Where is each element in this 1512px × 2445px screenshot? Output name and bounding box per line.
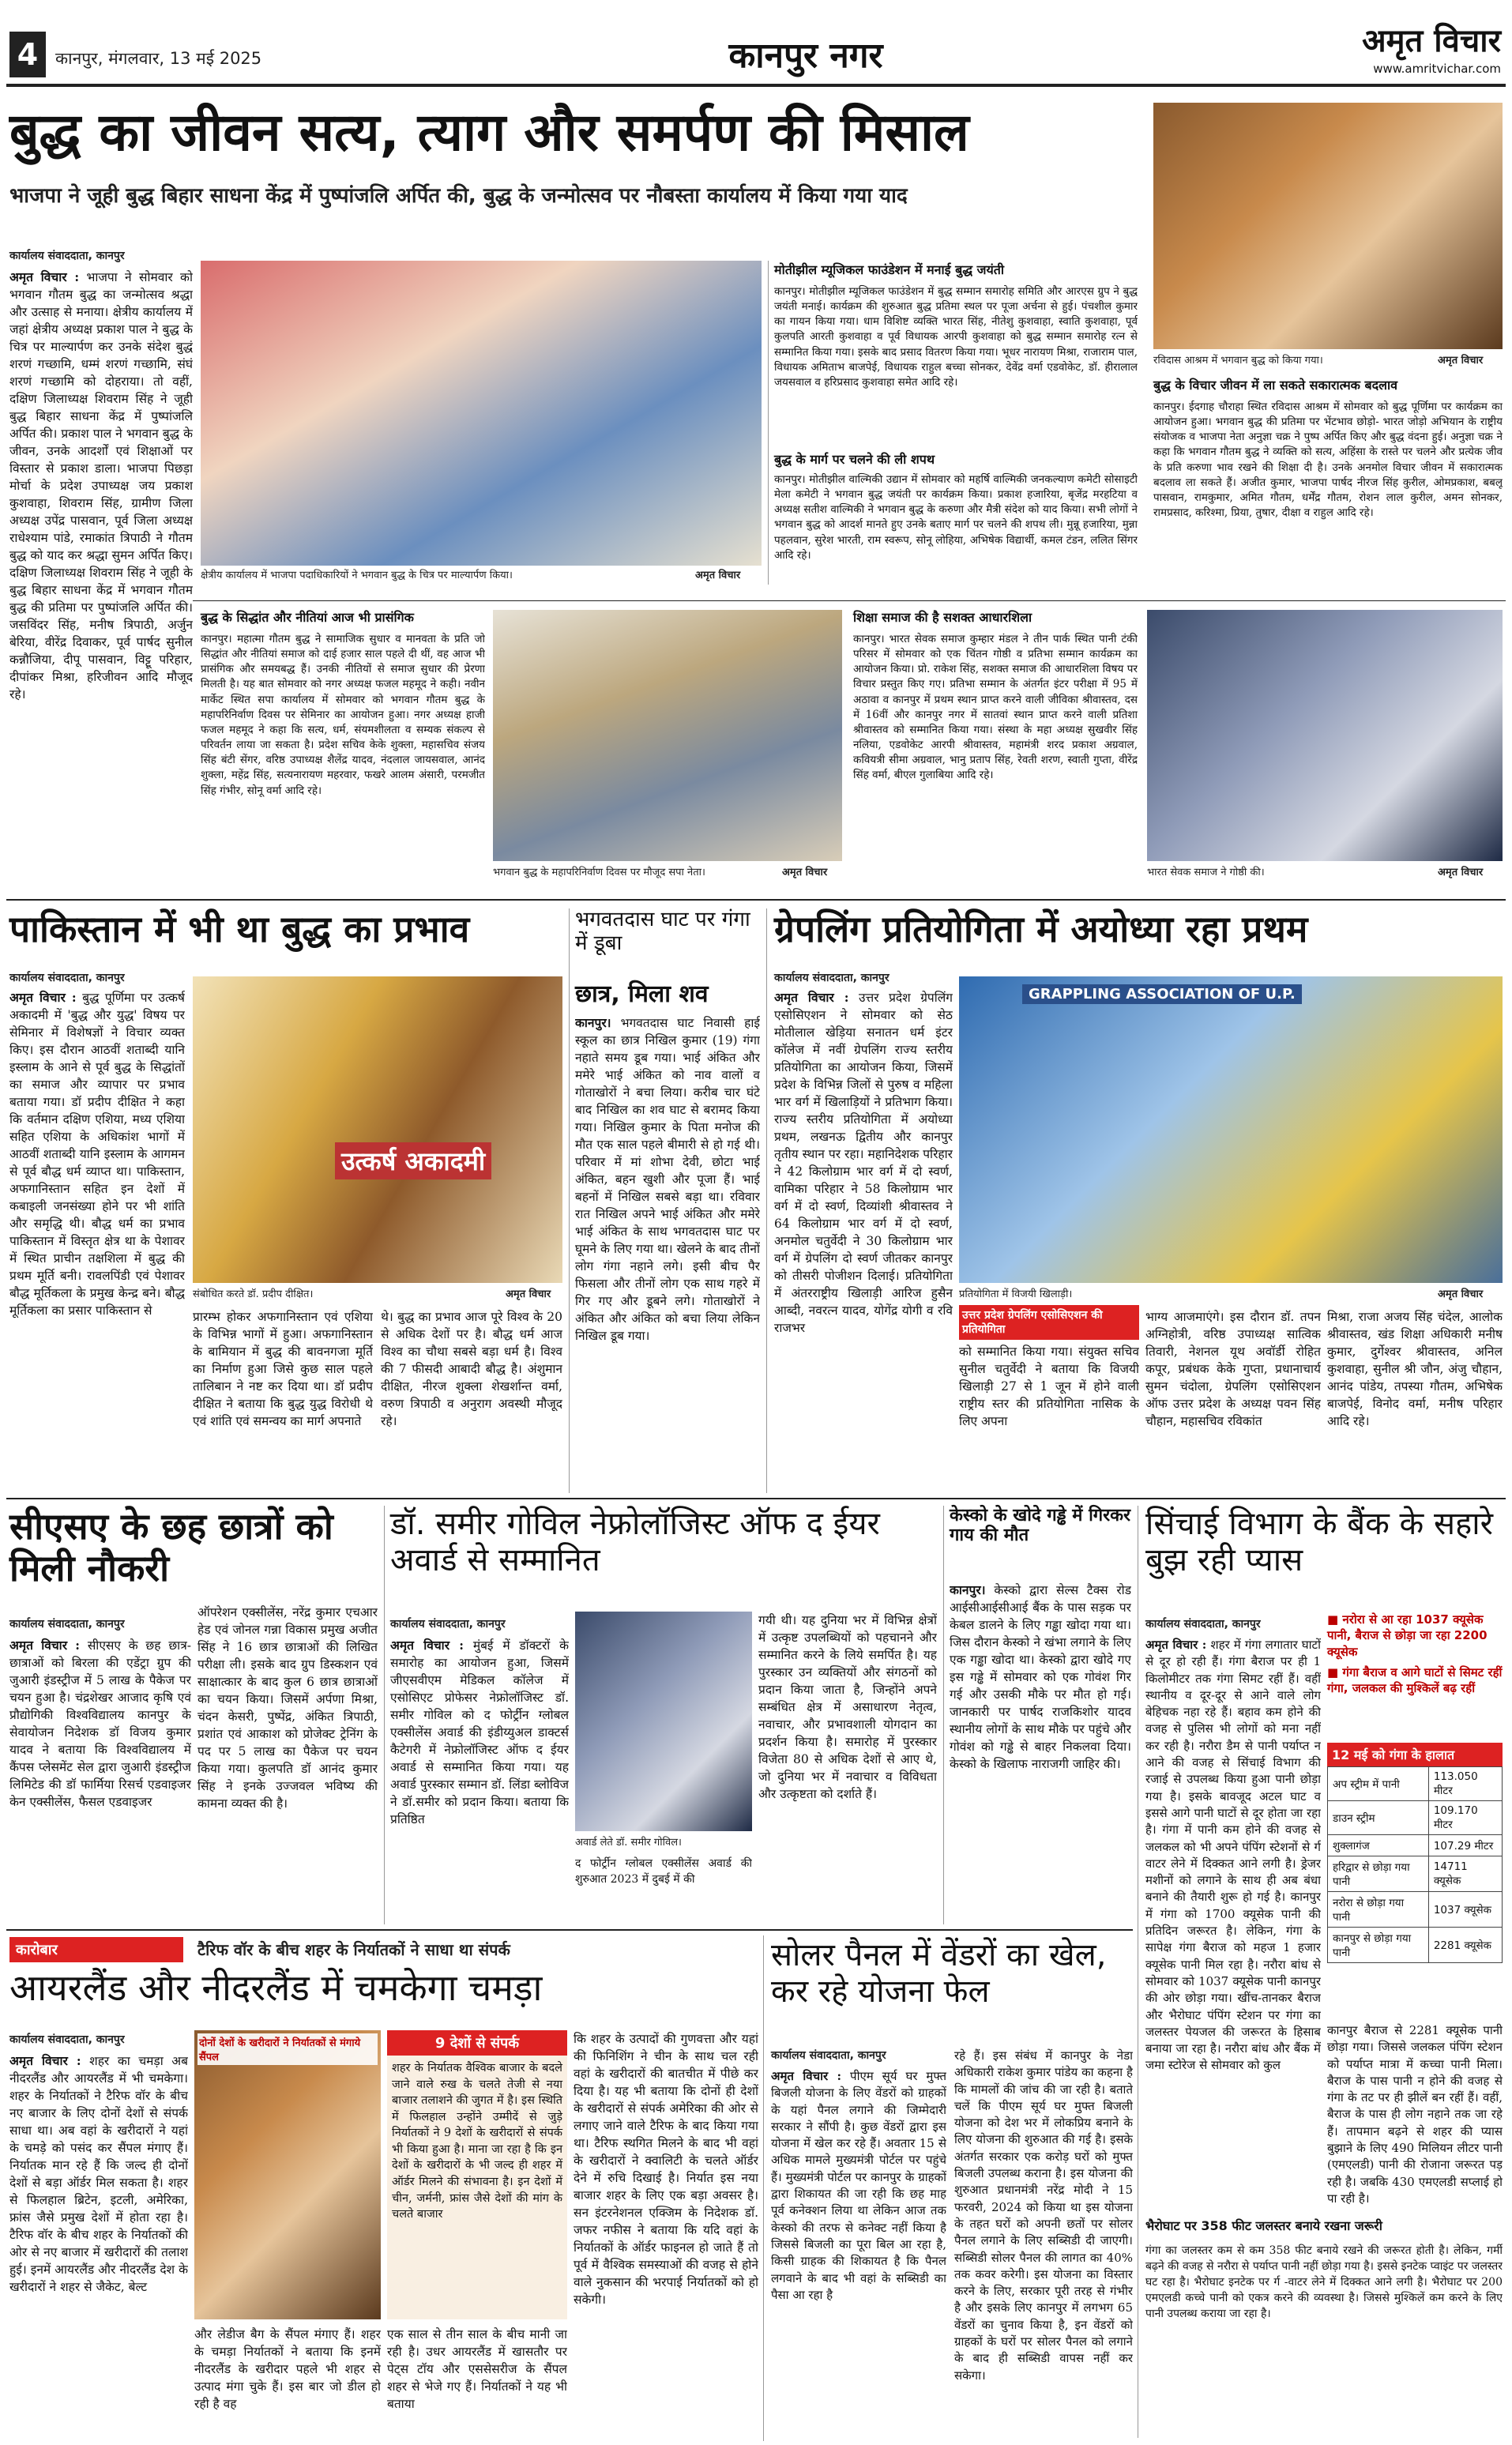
siddhant-caption: भगवान बुद्ध के महापरिनिर्वाण दिवस पर मौजूद सपा नेता।: [493, 864, 754, 878]
shiksha-body: कानपुर। भारत सेवक समाज कुम्हार मंडल ने तीन पार्क स्थित पानी टंकी परिसर में सोमवार को एक चिंतन गोष्ठी व प्रतिभा सम्मान कार्यक्रम का आयोजन किया। प्रो. राकेश सिंह, सशक्त समाज की आधारशिला विषय पर विचार प्रस्तुत किए गए। प्रतिभा सम्मान के अंतर्गत इंटर परीक्षा में 95 में अठावा व कानपुर में प्रथम स्थान प्राप्त करने वाली जीविका श्रीवास्तव, दस में 16वीं और कानपुर नगर में सातवां स्थान प्राप्त करने वाली प्रतिशा श्रीवास्तव को सम्मानित किया गया। संस्था के महा अध्यक्ष सुखवीर सिंह नलिया, एडवोकेट आरपी श्रीवास्तव, महामंत्री शरद प्रकाश अग्रवाल, कवियत्री सीमा अग्रवाल, भानु प्रताप सिंह, रेवती शरण, स्वाती गुप्ता, वीरेंद्र सिंह वर्मा, बीएल गुलाबिया आदि रहे।: [853, 633, 1138, 782]
solar-byline: कार्यालय संवाददाता, कानपुर: [771, 2049, 886, 2062]
ravidas-credit: अमृत विचार: [1438, 355, 1484, 367]
samir-caption: अवार्ड लेते डॉ. समीर गोविल।: [575, 1834, 752, 1849]
section-title: कानपुर नगर: [728, 36, 883, 76]
grappling-dateline: अमृत विचार :: [774, 990, 849, 1005]
sinchai-bullets: [1327, 1612, 1503, 1701]
brand-logo: अमृत विचार: [1362, 23, 1501, 59]
date-line: कानपुर, मंगलवार, 13 मई 2025: [55, 49, 262, 68]
divider: [766, 908, 767, 1493]
divider: [569, 908, 570, 1493]
shiksha-head: शिक्षा समाज की है सशक्त आधारशिला: [853, 610, 1032, 625]
table-row: शुक्लागंज 107.29 मीटर: [1328, 1835, 1503, 1856]
ireland-box-head: 9 देशों से संपर्क: [387, 2030, 567, 2056]
csa-body1-text: सीएसए के छह छात्र-छात्राओं को बिरला की एडेंट्रा ग्रुप की जुआरी इंडस्ट्रीज में 5 लाख के पैकेज पर चयन हुआ है। चंद्रशेखर आजाद कृषि एवं प्रौद्योगिकी विश्वविद्यालय कानपुर के सेवायोजन निदेशक डॉ विजय कुमार यादव ने बताया कि विश्वविद्यालय में कैंपस प्लेसमेंट सेल द्वारा जुआरी इंडस्ट्रीज लिमिटेड की डॉ फार्मिया रिसर्च एडवाइजर केन एक्सीलेंस, फैसल एडवाइजर: [9, 1638, 191, 1809]
ireland-body3: कि शहर के उत्पादों की गुणवत्ता और यहां की फिनिशिंग ने चीन के साथ चल रही वहां के खरीदारों की बातचीत में पीछे कर दिया है। यह भी बताया कि दोनों ही देशों के खरीदारों से संपर्क अमेरिका की ओर से लगाए जाने वाले टैरिफ के बाद किया गया था। टैरिफ स्थगित मिलने के बाद भी वहां के खरीदारों ने क्वालिटी के चलते ऑर्डर देने में रुचि दिखाई है। निर्यात इस नया बाजार शहर के लिए एक बड़ा अवसर है। सन इंटरनेशनल एक्जिम के निदेशक डॉ. जफर नफीस ने बताया कि यदि वहां के निर्यातकों के ऑर्डर फाइनल हो जाते हैं तो पूर्व में वैश्विक समस्याओं की वजह से होने वाले नुकसान की भरपाई निर्यातकों को हो सकेगी।: [574, 2032, 758, 2307]
solar-dateline: अमृत विचार :: [771, 2069, 842, 2083]
masthead: [0, 0, 1512, 87]
samir-body1-text: मुंबई में डॉक्टरों के समारोह का आयोजन हुआ, जिसमें जीएसवीएम मेडिकल कॉलेज में एसोसिएट प्रोफेसर नेफ्रोलॉजिस्ट डॉ. समीर गोविल को द फोर्ट्रीन ग्लोबल एक्सीलेंस अवार्ड की इंडीय्युअल डाक्टर्स कैटेगरी में नेफ्रोलॉजिस्ट ऑफ द ईयर अवार्ड से सम्मानित किया गया। यह अवार्ड पुरस्कार सम्मान डॉ. लिंडा ब्लोविज ने डॉ.समीर को प्रदान किया। बताया कि प्रतिष्ठित: [390, 1638, 569, 1826]
lead-body: [9, 269, 193, 893]
pakistan-credit: अमृत विचार: [506, 1288, 551, 1300]
ganga-table-title: 12 मई को गंगा के हालात: [1327, 1743, 1503, 1766]
divider: [763, 1935, 764, 2441]
siddhant-body: कानपुर। महात्मा गौतम बुद्ध ने सामाजिक सुधार व मानवता के प्रति जो सिद्धांत और नीतियां समाज को दाई हजार साल पहले दी थीं, वह आज भी प्रासंगिक और समयबद्ध हैं। उनकी नीतियों से समाज सुधार की प्रेरणा मिलती है। यह बात सोमवार को नगर अध्यक्ष फजल महमूद ने कही। नवीन मार्केट स्थित सपा कार्यालय में सोमवार को भगवान गौतम बुद्ध के महापरिनिर्वाण दिवस पर सेमिनार का आयोजन हुआ। नगर अध्यक्ष हाजी फजल महमूद ने कहा कि सत्य, धर्म, संयमशीलता व सम्यक संकल्प से परिवर्तन लाया जा सकता है। प्रदेश सचिव केके शुक्ला, महासचिव संजय सिंह बंटी सेंगर, वरिष्ठ उपाध्यक्ष शैलेंद्र यादव, नंदलाल जायसवाल, आनंद शुक्ला, महेंद्र सिंह, सत्यनारायण महरवार, फखरे आलम अंसारी, परमजीत सिंह गंभीर, सोनू वर्मा आदि रहे।: [201, 633, 485, 797]
section-rule: [6, 1929, 1133, 1931]
kesko-dateline: कानपुर।: [950, 1582, 986, 1597]
ireland-kicker: टैरिफ वॉर के बीच शहर के निर्यातकों ने साधा था संपर्क: [197, 1940, 510, 1959]
ravidas-body: कानपुर। ईदगाह चौराहा स्थित रविदास आश्रम में सोमवार को बुद्ध पूर्णिमा पर कार्यक्रम का आयोजन हुआ। भगवान बुद्ध की प्रतिमा पर भेंटभाव छोड़ो- भारत जोड़ो अभियान के राष्ट्रीय संयोजक व भाजपा नेता अनुज्ञा चक्र ने पुष्प अर्पित किए और बुद्ध वंदना हुई। अनुज्ञा चक्र ने कहा कि भगवान गौतम बुद्ध ने व्यक्ति को सत्य, अहिंसा के रास्ते पर चलने और प्रत्येक जीव के प्रति करुणा भाव रखने की शिक्षा दी है। उनके अनमोल विचार जीवन में सकारात्मक बदलाव ला सकते हैं। अजीत कुमार, भाजपा पार्षद नीरज सिंह कुरील, ओमप्रकाश, बबलू पासवान, रामकुमार, अमित गौतम, धर्मेंद्र गौतम, रोशन लाल कुरील, अमन सोनकर, रामप्रसाद, करिश्मा, प्रिया, तुषार, दीक्षा व राहुल आदि रहे।: [1153, 401, 1503, 520]
solar-body1: [771, 2068, 946, 2438]
lead-byline: कार्यालय संवाददाता, कानपुर: [9, 250, 125, 262]
sinchai-bullet: ■ नरोरा से आ रहा 1037 क्यूसेक पानी, बैराज से छोड़ा जा रहा 2200 क्यूसेक: [1327, 1612, 1503, 1660]
motijheel-head: मोतीझील म्यूजिकल फाउंडेशन में मनाई बुद्ध जयंती: [774, 262, 1005, 277]
ireland-byline: कार्यालय संवाददाता, कानपुर: [9, 2033, 125, 2046]
divider: [384, 1506, 385, 1924]
shiksha-caption: भारत सेवक समाज ने गोष्ठी की।: [1147, 864, 1408, 878]
grappling-redhead: उत्तर प्रदेश ग्रेपलिंग एसोसिएशन की प्रतियोगिता: [959, 1305, 1139, 1340]
grappling-body3: भाग्य आजमाएंगे। इस दौरान डॉ. तपन अग्निहोत्री, वरिष्ठ उपाध्यक्ष सात्विक तिवारी, नेशनल यूथ अवॉर्डी रोहित कपूर, प्रबंधक केके गुप्ता, प्रधानाचार्य सुमन चंदोला, ग्रेपलिंग एसोसिएशन ऑफ उत्तर प्रदेश के अध्यक्ष पवन सिंह चौहान, महासचिव रविकांत: [1145, 1310, 1321, 1428]
sinchai-dateline: अमृत विचार :: [1145, 1638, 1207, 1652]
sinchai-sub2: भैरोघाट पर 358 फीट जलस्तर बनाये रखना जरूरी: [1145, 2218, 1382, 2233]
pakistan-dateline: अमृत विचार :: [9, 990, 77, 1005]
samir-body1: [390, 1637, 569, 1921]
ireland-body-low: और लेडीज बैग के सैंपल मंगाए हैं। शहर के चमड़ा निर्यातकों ने बताया कि इनमें नीदरलैंड के खरीदार पहले भी शहर से उत्पाद मंगा चुके हैं। इस बार जो डील हो रही है वह: [194, 2327, 381, 2411]
sinchai-headline: सिंचाई विभाग के बैंक के सहारे बुझ रही प्यास: [1145, 1506, 1493, 1578]
grappling-body1: [774, 989, 953, 1487]
ganga-body: [575, 1014, 760, 1488]
sinchai-byline: कार्यालय संवाददाता, कानपुर: [1145, 1618, 1261, 1631]
pakistan-headline: पाकिस्तान में भी था बुद्ध का प्रभाव: [9, 908, 470, 950]
ireland-photo-caption: दोनों देशों के खरीदारों ने निर्यातकों से मंगाये सैंपल: [197, 2033, 378, 2065]
ganga-status-table: [1327, 1766, 1503, 1963]
ireland-body1-text: शहर का चमड़ा अब नीदरलैंड और आयरलैंड में भी चमकेगा। शहर के निर्यातकों ने टैरिफ वॉर के बीच नए बाजार के लिए दोनों देशों से संपर्क साधा था। अब वहां के खरीदारों ने यहां के चमड़े को पसंद कर सैंपल मंगाए हैं। निर्यातक मान रहे हैं कि जल्द ही दोनों देशों से बड़ा ऑर्डर मिल सकता है। शहर से फिलहाल ब्रिटेन, इटली, अमेरिका, फ्रांस जैसे प्रमुख देशों में होता रहा है। टैरिफ वॉर के बीच शहर के निर्यातकों की ओर से नए बाजार में खरीदारों की तलाश हुई। इनमें आयरलैंड और नीदरलैंड देश के खरीदारों ने शहर से जैकेट, बेल्ट: [9, 2054, 188, 2294]
pakistan-body3: थे। बुद्ध का प्रभाव आज पूरे विश्व के 20 से अधिक देशों पर है। बौद्ध धर्म आज विश्व का चौथा सबसे बड़ा धर्म है। विश्व की 7 फीसदी आबादी बौद्ध है। अंशुमान दीक्षित, नीरज शुक्ला शेखर्शान्त वर्मा, वरुण त्रिपाठी व अनुराग अवस्थी मौजूद रहे।: [381, 1310, 562, 1428]
divider: [943, 1506, 944, 1924]
samir-body2: गयी थी। यह दुनिया भर में विभिन्न क्षेत्रों में उत्कृष्ट उपलब्धियों को पहचानने और सम्मानित करने के लिये समर्पित है। यह पुरस्कार उन व्यक्तियों और संगठनों को प्रदान किया जाता है, जिन्होंने अपने सम्बंधित क्षेत्र में असाधारण नेतृत्व, नवाचार, और प्रभावशाली योगदान का प्रदर्शन किया है। समारोह में पुरस्कार विजेता 80 से अधिक देशों से आए थे, जो दुनिया भर में नवाचार व विविधता और उत्कृष्टता को दर्शाते हैं।: [758, 1613, 937, 1801]
csa-body2: ऑपरेशन एक्सीलेंस, नरेंद्र कुमार एचआर हेड एवं जोनल गन्ना विकास प्रमुख अजीत सिंह ने 16 छात्र छात्राओं की लिखित परीक्षा ली। इसके बाद ग्रुप डिस्कशन एवं साक्षात्कार के बाद कुल 6 छात्र छात्राओं का चयन किया। जिसमें अर्पणा मिश्रा, चंदन केसरी, पुष्पेंद्र, अंकित त्रिपाठी, प्रशांत एवं आकाश को प्रोजेक्ट ट्रेनिंग के पद पर 5 लाख का पैकेज पर चयन किया गया। कुलपति डॉ आनंद कुमार सिंह ने इनके उज्जवल भविष्य की कामना व्यक्त की है।: [197, 1605, 378, 1811]
samir-byline: कार्यालय संवाददाता, कानपुर: [390, 1618, 506, 1631]
kesko-headline: केस्को के खोदे गड्ढे में गिरकर गाय की मौत: [950, 1506, 1131, 1546]
masthead-rule: [6, 84, 1506, 87]
ireland-body1: [9, 2052, 188, 2438]
samir-dateline: अमृत विचार :: [390, 1638, 465, 1653]
ravidas-caption: रविदास आश्रम में भगवान बुद्ध को किया गया।: [1153, 352, 1414, 367]
ireland-box: [387, 2030, 567, 2319]
solar-body1-text: पीएम सूर्य घर मुफ्त बिजली योजना के लिए वेंडरों को ग्राहकों के यहां पैनल लगाने की जिम्मेदारी सरकार ने सौंपी है। कुछ वेंडरों द्वारा इस योजना में खेल कर रहे हैं। अवतार 15 से अधिक मामले मुख्यमंत्री पोर्टल पर पहुंचे हैं। मुख्यमंत्री पोर्टल पर कानपुर के ग्राहकों द्वारा शिकायत की जा रही कि छह माह पूर्व कनेक्शन लिया था लेकिन आज तक केस्को की तरफ से कनेक्ट नहीं किया है जिससे बिजली का पूरा बिल आ रहा है, किसी ग्राहक की शिकायत है कि पैनल लगवाने के बाद भी वहां के सब्सिडी का पैसा आ रहा है: [771, 2069, 946, 2302]
sinchai-body2: कानपुर बैराज से 2281 क्यूसेक पानी छोड़ा गया। जिससे जलकल पंपिंग स्टेशन को पर्याप्त मात्रा में कच्चा पानी मिला। बैराज के पास पानी न होने की वजह से गंगा के तट पर ही झीलें बन रहीं हैं। वहीं, बैराज के पास ही लोग नहाने तक जा रहे हैं। तापमान बढ़ने से शहर की प्यास बुझाने के लिए 490 मिलियन लीटर पानी (एमएलडी) पानी की रोजाना जरूरत पड़ रही है। जबकि 430 एमएलडी सप्लाई हो पा रही है।: [1327, 2023, 1503, 2206]
pakistan-byline: कार्यालय संवाददाता, कानपुर: [9, 972, 125, 984]
sinchai-body1: [1145, 1637, 1321, 2206]
ireland-dateline: अमृत विचार :: [9, 2053, 81, 2068]
grappling-headline: ग्रेपलिंग प्रतियोगिता में अयोध्या रहा प्रथम: [774, 908, 1308, 950]
table-row: नरोरा से छोड़ा गया पानी 1037 क्यूसेक: [1328, 1892, 1503, 1928]
grappling-credit: अमृत विचार: [1438, 1288, 1484, 1300]
pakistan-body1: [9, 989, 185, 1485]
shiksha-photo: [1147, 610, 1503, 861]
row-rule: [193, 600, 1506, 601]
samir-headline: डॉ. समीर गोविल नेफ्रोलॉजिस्ट ऑफ द ईयर अवार्ड से सम्मानित: [390, 1506, 880, 1578]
divider: [768, 261, 769, 585]
lead-photo-credit: अमृत विचार: [695, 570, 741, 581]
csa-byline: कार्यालय संवाददाता, कानपुर: [9, 1618, 125, 1631]
ganga-headline: छात्र, मिला शव: [575, 980, 709, 1008]
samir-photo: [575, 1612, 752, 1831]
csa-body1: [9, 1637, 191, 1921]
siddhant-credit: अमृत विचार: [782, 867, 828, 878]
buddha-marg-body: कानपुर। मोतीझील वाल्मिकी उद्यान में सोमवार को महर्षि वाल्मिकी जनकल्याण कमेटी सोसाइटी मेला कमेटी ने भगवान बुद्ध जयंती पर कार्यक्रम किया। प्रकाश हजारिया, बृजेंद्र मरहटिया व अध्यक्ष सतीश वाल्मिकी ने भगवान बुद्ध के करुणा और मैत्री संदेश को याद किया। सभी लोगों ने भगवान बुद्ध को आदर्श मानते हुए उनके बताए मार्ग पर चलने की शपथ ली। मुन्नू हजारिया, मुन्ना पहलवान, सुरेश भारती, राम स्वरूप, सोनू लोहिया, अभिषेक विद्यार्थी, कमल टंडन, ललित सिंगर आदि रहे।: [774, 473, 1138, 562]
lead-subhead: भाजपा ने जूही बुद्ध बिहार साधना केंद्र में पुष्पांजलि अर्पित की, बुद्ध के जन्मोत्सव पर नौबस्ता कार्यालय में किया गया याद: [9, 184, 908, 208]
ireland-box-body: शहर के निर्यातक वैश्विक बाजार के बदले जाने वाले रुख के चलते तेजी से नया बाजार तलाशने की जुगत में है। इस स्थिति में फिलहाल उन्होंने उम्मीदें से जुड़े निर्यातकों ने 9 देशों के खरीदारों से संपर्क भी किया हुआ है। माना जा रहा है कि इन देशों के खरीदारों के भी जल्द ही शहर में ऑर्डर मिलने की संभावना है। इन देशों में चीन, जर्मनी, फ्रांस जैसे देशों की मांग के चलते बाजार: [392, 2062, 562, 2221]
samir-sidebox: द फोर्ट्रीन ग्लोबल एक्सीलेंस अवार्ड की शुरुआत 2023 में दुबई में की: [575, 1857, 752, 1886]
table-row: डाउन स्ट्रीम 109.170 मीटर: [1328, 1801, 1503, 1835]
shiksha-credit: अमृत विचार: [1438, 867, 1484, 878]
ireland-body2: एक साल से तीन साल के बीच मानी जा रही है। उधर आयरलैंड में खासतौर पर पेट्स टॉय और एससेसरीज के सैंपल शहर से भेजे गए हैं। निर्यातकों ने यह भी बताया: [387, 2327, 567, 2411]
ganga-kicker: भगवतदास घाट पर गंगा में डूबा: [575, 908, 750, 955]
ravidas-photo: [1153, 103, 1503, 349]
kesko-body: [950, 1582, 1131, 1921]
grappling-photo: [959, 976, 1503, 1283]
csa-dateline: अमृत विचार :: [9, 1638, 81, 1653]
sinchai-body1-text: शहर में गंगा लगातार घाटों से दूर हो रही हैं। गंगा बैराज पर ही 1 किलोमीटर तक गंगा सिमट रहीं हैं। वहीं स्थानीय व दूर-दूर से आने वाले लोग बेहिचक नहा रहे हैं। बहाव कम होने की वजह से पुलिस भी लोगों को मना नहीं कर रही है। नरौरा डैम से पानी पर्याप्त न आने की वजह से सिंचाई विभाग की रजाई से उपलब्ध किया हुआ पानी छोड़ा गया है। इसके बावजूद अटल घाट व इससे आगे पानी घाटों से दूर होता जा रहा है। गंगा में पानी कम होने की वजह से जलकल को भी अपने पंपिंग स्टेशनों से र्ग वाटर लेने में दिक्कत आने लगी है। ड्रेजर मशीनों को लगाने के साथ ही अब बंधा बनाने की तैयारी शुरू हो गई है। कानपुर में गंगा को 1700 क्यूसेक पानी की प्रतिदिन जरूरत है। लेकिन, गंगा के सापेक्ष गंगा बैराज को महज 1 हजार क्यूसेक पानी मिल रहा है। नरौरा बांध से सोमवार को 1037 क्यूसेक पानी कानपुर की ओर छोड़ा गया। खींच-तानकर बैराज और भैरोघाट पंपिंग स्टेशन पर गंगा का जलस्तर पेयजल की जरूरत के हिसाब बनाया जा रहा है। नरौरा बांध और बैंक में जमा स्टोरेज से सोमवार को कुल: [1145, 1638, 1321, 2073]
kesko-body-text: केस्को द्वारा सेल्स टैक्स रोड आईसीआईसीआई बैंक के पास सड़क पर केबल डालने के लिए गड्ढा खोदा गया था। जिस दौरान केस्को ने खंभा लगाने के लिए एक गड्ढा खोदा था। केस्को द्वारा खोदे गए इस गड्ढे में सोमवार को एक गोवंश गिर गई और उसकी मौके पर मौत हो गई। जानकारी पर पार्षद राजकिशोर यादव स्थानीय लोगों के साथ मौके पर पहुंचे और गोवंश को गड्ढे से बाहर निकलवा दिया। केस्को के खिलाफ नाराजगी जाहिर की।: [950, 1583, 1131, 1771]
ravidas-head: बुद्ध के विचार जीवन में ला सकते सकारात्मक बदलाव: [1153, 378, 1398, 393]
section-tag: कारोबार: [9, 1937, 183, 1962]
grappling-body1-text: उत्तर प्रदेश ग्रेपलिंग एसोसिएशन ने सोमवार को सेठ मोतीलाल खेड़िया सनातन धर्म इंटर कॉलेज में नवीं ग्रेपलिंग राज्य स्तरीय प्रतियोगिता का आयोजन किया, जिसमें प्रदेश के विभिन्न जिलों से पुरुष व महिला भार वर्ग में खिलाड़ियों ने प्रतिभाग किया। राज्य स्तरीय प्रतियोगिता में अयोध्या प्रथम, लखनऊ द्वितीय और कानपुर तृतीय स्थान पर रहा। महानिदेशक परिहार ने 42 किलोग्राम भार वर्ग में दो स्वर्ण, वामिका परिहार ने 58 किलोग्राम भार वर्ग में दो स्वर्ण, दिव्यांशी श्रीवास्तव ने 64 किलोग्राम भार वर्ग में दो स्वर्ण, अनमोल चतुर्वेदी ने 30 किलोग्राम भार वर्ग में ग्रेपलिंग दो स्वर्ण जीतकर कानपुर को तीसरी पोजीशन दिलाई। प्रतियोगिता में अंतरराष्ट्रीय खिलाड़ी आरिज हुसैन आब्दी, नवरत्न यादव, योगेंद्र योगी व रवि राजभर: [774, 991, 953, 1335]
sinchai-bullet: ■ गंगा बैराज व आगे घाटों से सिमट रहीं गंगा, जलकल की मुश्किलें बढ़ रहीं: [1327, 1664, 1503, 1697]
table-row: अप स्ट्रीम में पानी 113.050 मीटर: [1328, 1767, 1503, 1801]
pakistan-body2: प्रारम्भ होकर अफगानिस्तान एवं एशिया के विभिन्न भागों में हुआ। अफगानिस्तान के बामियान में बुद्ध की बावनगजा मूर्ति का निर्माण हुआ जिसे कुछ साल पहले तालिबान ने नष्ट कर दिया था। डॉ प्रदीप दीक्षित ने बताया कि बुद्ध युद्ध विरोधी थे एवं शांति एवं समन्वय का मार्ग अपनाते: [193, 1310, 373, 1428]
grappling-body4: मिश्रा, राजा अजय सिंह चंदेल, आलोक श्रीवास्तव, खंड शिक्षा अधिकारी मनीष कुमार, दुर्गेश्वर श्रीवास्तव, अनिल कुशवाहा, सुनील श्री जौन, अंजु चौहान, आनंद पांडेय, तपस्या गौतम, अभिषेक बाजपेई, विनोद वर्मा, मनीष परिहार आदि रहे।: [1327, 1310, 1503, 1428]
banner-text: उत्कर्ष अकादमी: [335, 1142, 491, 1179]
grappling-body2: को सम्मानित किया गया। संयुक्त सचिव सुनील चतुर्वेदी ने बताया कि विजयी खिलाड़ी 27 से 1 जून में होने वाली राष्ट्रीय स्तर की प्रतियोगिता नासिक के लिए अपना: [959, 1345, 1139, 1428]
pakistan-body1-text: बुद्ध पूर्णिमा पर उत्कर्ष अकादमी में 'बुद्ध और युद्ध' विषय पर सेमिनार में विशेषज्ञों ने विचार व्यक्त किए। इस दौरान आठवीं शताब्दी यानि इस्लाम के आने से पूर्व बुद्ध के सिद्धांतों का समाज और व्यापार पर प्रभाव बताया गया। डॉ प्रदीप दीक्षित ने कहा कि वर्तमान दक्षिण एशिया, मध्य एशिया सहित एशिया के अधिकांश भागों में आठवीं शताब्दी यानि इस्लाम के आगमन से पूर्व बौद्ध धर्म व्याप्त था। पाकिस्तान, अफगानिस्तान सहित इन देशों में कबाइली जनसंख्या होने पर भी शांति और समृद्धि थी। बौद्ध धर्म का प्रभाव पाकिस्तान में विस्तृत क्षेत्र था के पेशावर में स्थित प्राचीन तक्षशिला में बुद्ध की प्रथम मूर्ति बनी। रावलपिंडी एवं पेशावर बौद्ध मूर्तिकला के प्रमुख केन्द्र बने। बौद्ध मूर्तिकला का प्रसार पाकिस्तान से: [9, 991, 185, 1318]
grappling-caption: प्रतियोगिता में विजयी खिलाड़ी।: [959, 1286, 1220, 1300]
ganga-dateline: कानपुर।: [575, 1015, 611, 1030]
solar-headline: सोलर पैनल में वेंडरों का खेल, कर रहे योजना फेल: [771, 1937, 1107, 2010]
csa-headline: सीएसए के छह छात्रों को मिली नौकरी: [9, 1505, 333, 1589]
lead-photo: [201, 261, 762, 566]
page-number: 4: [9, 32, 46, 77]
solar-body2: रहे हैं। इस संबंध में कानपुर के नेडा अधिकारी राकेश कुमार पांडेय का कहना है कि मामलों की जांच की जा रही है। बताते चलें कि पीएम सूर्य घर मुफ्त बिजली योजना को देश भर में लोकप्रिय बनाने के लिए योजना की शुरुआत की गई है। इसके अंतर्गत सरकार एक करोड़ घरों को मुफ्त बिजली उपलब्ध कराना है। इस योजना की शुरुआत प्रधानमंत्री नरेंद्र मोदी ने 15 फरवरी, 2024 को किया था इस योजना के तहत घरों को अपनी छतों पर सोलर पैनल लगाने के लिए सब्सिडी दी जाएगी। सब्सिडी सोलर पैनल की लागत का 40% तक कवर करेगी। इस योजना का विस्तार करने के लिए, सरकार पूरी तरह से गंभीर है और इसके लिए कानपुर में लगभग 65 वेंडरों का चुनाव किया है, इन वेंडरों को ग्राहकों के घरों पर सोलर पैनल को लगाने के बाद ही सब्सिडी वापस नहीं कर सकेगा।: [954, 2048, 1133, 2383]
sinchai-body3: गंगा का जलस्तर कम से कम 358 फीट बनाये रखने की जरूरत होती है। लेकिन, गर्मी बढ़ने की वजह से नरौरा से पर्याप्त पानी नहीं छोड़ा गया है। इससे इनटेक प्वाइंट पर जलस्तर घट रहा है। भैरोघाट इनटेक पर र्ग -वाटर लेने में दिक्कत आने लगी है। भैरोघाट पर 200 एमएलडी कच्चे पानी को एकत्र करने की व्यवस्था है। जिससे मुश्किलें कम करने के लिए पानी उपलब्ध कराया जा रहा है।: [1145, 2244, 1503, 2320]
ganga-status-box: [1327, 1743, 1503, 1963]
website-link[interactable]: www.amritvichar.com: [1373, 62, 1501, 76]
siddhant-head: बुद्ध के सिद्धांत और नीतियां आज भी प्रासंगिक: [201, 610, 414, 625]
motijheel-body: कानपुर। मोतीझील म्यूजिकल फाउंडेशन में बुद्ध सम्मान समारोह समिति और आरएस ग्रुप ने बुद्ध जयंती मनाई। कार्यक्रम की शुरुआत बुद्ध प्रतिमा स्थल पर पूजा अर्चना से हुई। पंचशील कुमार का गायन किया गया। धाम विशिष्ट व्यक्ति भारत सिंह, नीतेशु कुशवाहा, स्वाति कुशवाहा, पूर्व कुलपति आरती कुशवाहा व पूर्व विधायक आरपी कुशवाहा को बुद्ध सम्मान समारोह रत्न से सम्मानित किया गया। इसके बाद प्रसाद वितरण किया गया। भूधर नारायण मिश्रा, राजाराम पाल, विधायक अमिताभ बाजपेई, विधायक राहुल बच्चा सोनकर, देवेंद्र वर्मा एडवोकेट, डॉ. हीरालाल जयसवाल व हरिप्रसाद कुशवाहा समेत आदि रहे।: [774, 285, 1138, 389]
table-row: हरिद्वार से छोड़ा गया पानी 14711 क्यूसेक: [1328, 1856, 1503, 1892]
pakistan-photo: [193, 976, 562, 1283]
lead-dateline: अमृत विचार :: [9, 269, 80, 284]
lead-headline: बुद्ध का जीवन सत्य, त्याग और समर्पण की मिसाल: [9, 102, 969, 163]
ireland-photo: [194, 2030, 381, 2319]
ganga-body-text: भगवतदास घाट निवासी हाई स्कूल का छात्र निखिल कुमार (19) गंगा नहाते समय डूब गया। भाई अंकित और ममेरे भाई अंकित को नाव वालों व गोताखोरों ने बचा लिया। करीब चार घंटे बाद निखिल का शव घाट से बरामद किया गया। निखिल कुमार के पिता मनोज की मौत एक साल पहले बीमारी से हो गई थी। परिवार में मां शोभा देवी, छोटा भाई अंकित, बहन खुशी और पूजा हैं। भाई बहनों में निखिल सबसे बड़ा था। रविवार रात निखिल अपने भाई अंकित और ममेरे भाई अंकित के साथ भगवतदास घाट पर घूमने के लिए गया था। खेलने के बाद तीनों लोग गंगा नहाने लगे। इसी बीच पैर फिसला और तीनों लोग एक साथ गहरे में गिर गए और डूबने लगे। गोताखोरों ने अंकित और अंकित को बचा लिया लेकिन निखिल डूब गया।: [575, 1016, 760, 1343]
banner-text: GRAPPLING ASSOCIATION OF U.P.: [1022, 984, 1302, 1004]
section-rule: [6, 1498, 1506, 1499]
siddhant-photo: [493, 610, 842, 861]
pakistan-caption: संबोधित करते डॉ. प्रदीप दीक्षित।: [193, 1286, 453, 1300]
table-row: कानपुर से छोड़ा गया पानी 2281 क्यूसेक: [1328, 1928, 1503, 1963]
buddha-marg-head: बुद्ध के मार्ग पर चलने की ली शपथ: [774, 452, 935, 467]
grappling-byline: कार्यालय संवाददाता, कानपुर: [774, 972, 890, 984]
ireland-headline: आयरलैंड और नीदरलैंड में चमकेगा चमड़ा: [9, 1966, 543, 2009]
section-rule: [6, 899, 1506, 901]
lead-photo-caption: क्षेत्रीय कार्यालय में भाजपा पदाधिकारियों ने भगवान बुद्ध के चित्र पर माल्यार्पण किया।: [201, 567, 675, 581]
lead-body-text: भाजपा ने सोमवार को भगवान गौतम बुद्ध का जन्मोत्सव श्रद्धा और उत्साह से मनाया। क्षेत्रीय कार्यालय में जहां क्षेत्रीय अध्यक्ष प्रकाश पाल ने बुद्ध के चित्र पर माल्यार्पण कर उनके संदेश बुद्धं शरणं गच्छामि, धम्मं शरणं गच्छामि, संघं शरणं गच्छामि को दोहराया। तो वहीं, दक्षिण जिलाध्यक्ष शिवराम सिंह ने जूही बुद्ध बिहार साधना केंद्र में पुष्पांजलि अर्पित की। प्रकाश पाल ने भगवान बुद्ध के जीवन, उनके आदर्शों एवं शिक्षाओं पर विस्तार से प्रकाश डाला। भाजपा पिछड़ा मोर्चा के प्रदेश उपाध्यक्ष जय प्रकाश कुशवाहा, शिवराम सिंह, ग्रामीण जिला अध्यक्ष उपेंद्र पासवान, पूर्व जिला अध्यक्ष राधेश्याम पांडे, रमाकांत त्रिपाठी ने गौतम बुद्ध को याद कर श्रद्धा सुमन अर्पित किए। दक्षिण जिलाध्यक्ष शिवराम सिंह ने जूही के बुद्ध बिहार साधना केंद्र में भगवान गौतम बुद्ध की प्रतिमा पर पुष्पांजलि अर्पित की। जसविंदर सिंह, मनीष त्रिपाठी, अर्जुन बेरिया, वीरेंद्र दिवाकर, पूर्व पार्षद सुनील कन्नौजिया, दीपू पासवान, विट्टू परिहार, दीपांकर मिश्रा, हरिजीवन आदि मौजूद रहे।: [9, 270, 193, 702]
